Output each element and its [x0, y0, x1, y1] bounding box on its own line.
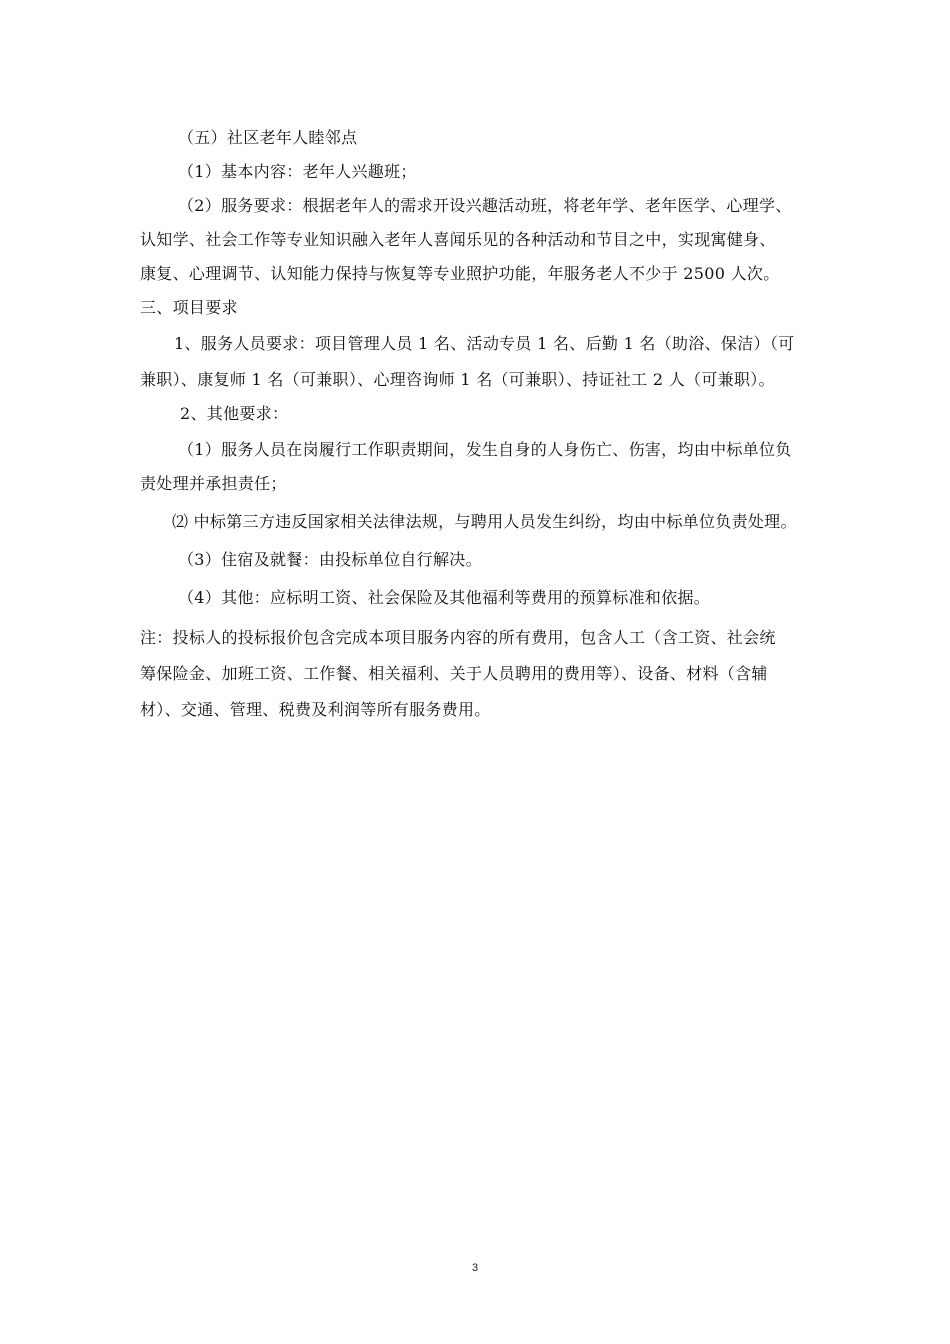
note-line-1: 注：投标人的投标报价包含完成本项目服务内容的所有费用，包含人工（含工资、社会统 [140, 628, 776, 647]
page-number: 3 [471, 1262, 479, 1274]
section-heading-5: （五）社区老年人睦邻点 [178, 128, 358, 147]
paragraph-other-req-3: （3）住宿及就餐：由投标单位自行解决。 [178, 550, 482, 569]
paragraph-other-req-2: ⑵ 中标第三方违反国家相关法律法规，与聘用人员发生纠纷，均由中标单位负责处理。 [172, 512, 797, 531]
paragraph-other-req-4: （4）其他：应标明工资、社会保险及其他福利等费用的预算标准和依据。 [178, 588, 711, 607]
paragraph-staff-req-line-2: 兼职）、康复师 1 名（可兼职）、心理咨询师 1 名（可兼职）、持证社工 2 人（可兼职）。 [140, 370, 775, 389]
paragraph-staff-req-line-1: 1、服务人员要求：项目管理人员 1 名、活动专员 1 名、后勤 1 名（助浴、保洁）（可 [174, 334, 795, 353]
paragraph-basic-content: （1）基本内容：老年人兴趣班； [178, 162, 417, 181]
paragraph-service-req-line-3: 康复、心理调节、认知能力保持与恢复等专业照护功能，年服务老人不少于 2500 人次。 [140, 264, 780, 283]
paragraph-service-req-line-2: 认知学、社会工作等专业知识融入老年人喜闻乐见的各种活动和节目之中，实现寓健身、 [140, 230, 776, 249]
section-heading-project-requirements: 三、项目要求 [140, 298, 238, 317]
paragraph-other-req-heading: 2、其他要求： [180, 404, 289, 423]
paragraph-other-req-1-line-1: （1）服务人员在岗履行工作职责期间，发生自身的人身伤亡、伤害，均由中标单位负 [178, 440, 792, 459]
note-line-2: 筹保险金、加班工资、工作餐、相关福利、关于人员聘用的费用等）、设备、材料（含辅 [140, 664, 768, 683]
paragraph-service-req-line-1: （2）服务要求：根据老年人的需求开设兴趣活动班，将老年学、老年医学、心理学、 [178, 196, 792, 215]
note-line-3: 材）、交通、管理、税费及利润等所有服务费用。 [140, 700, 491, 719]
paragraph-other-req-1-line-2: 责处理并承担责任； [140, 474, 287, 493]
